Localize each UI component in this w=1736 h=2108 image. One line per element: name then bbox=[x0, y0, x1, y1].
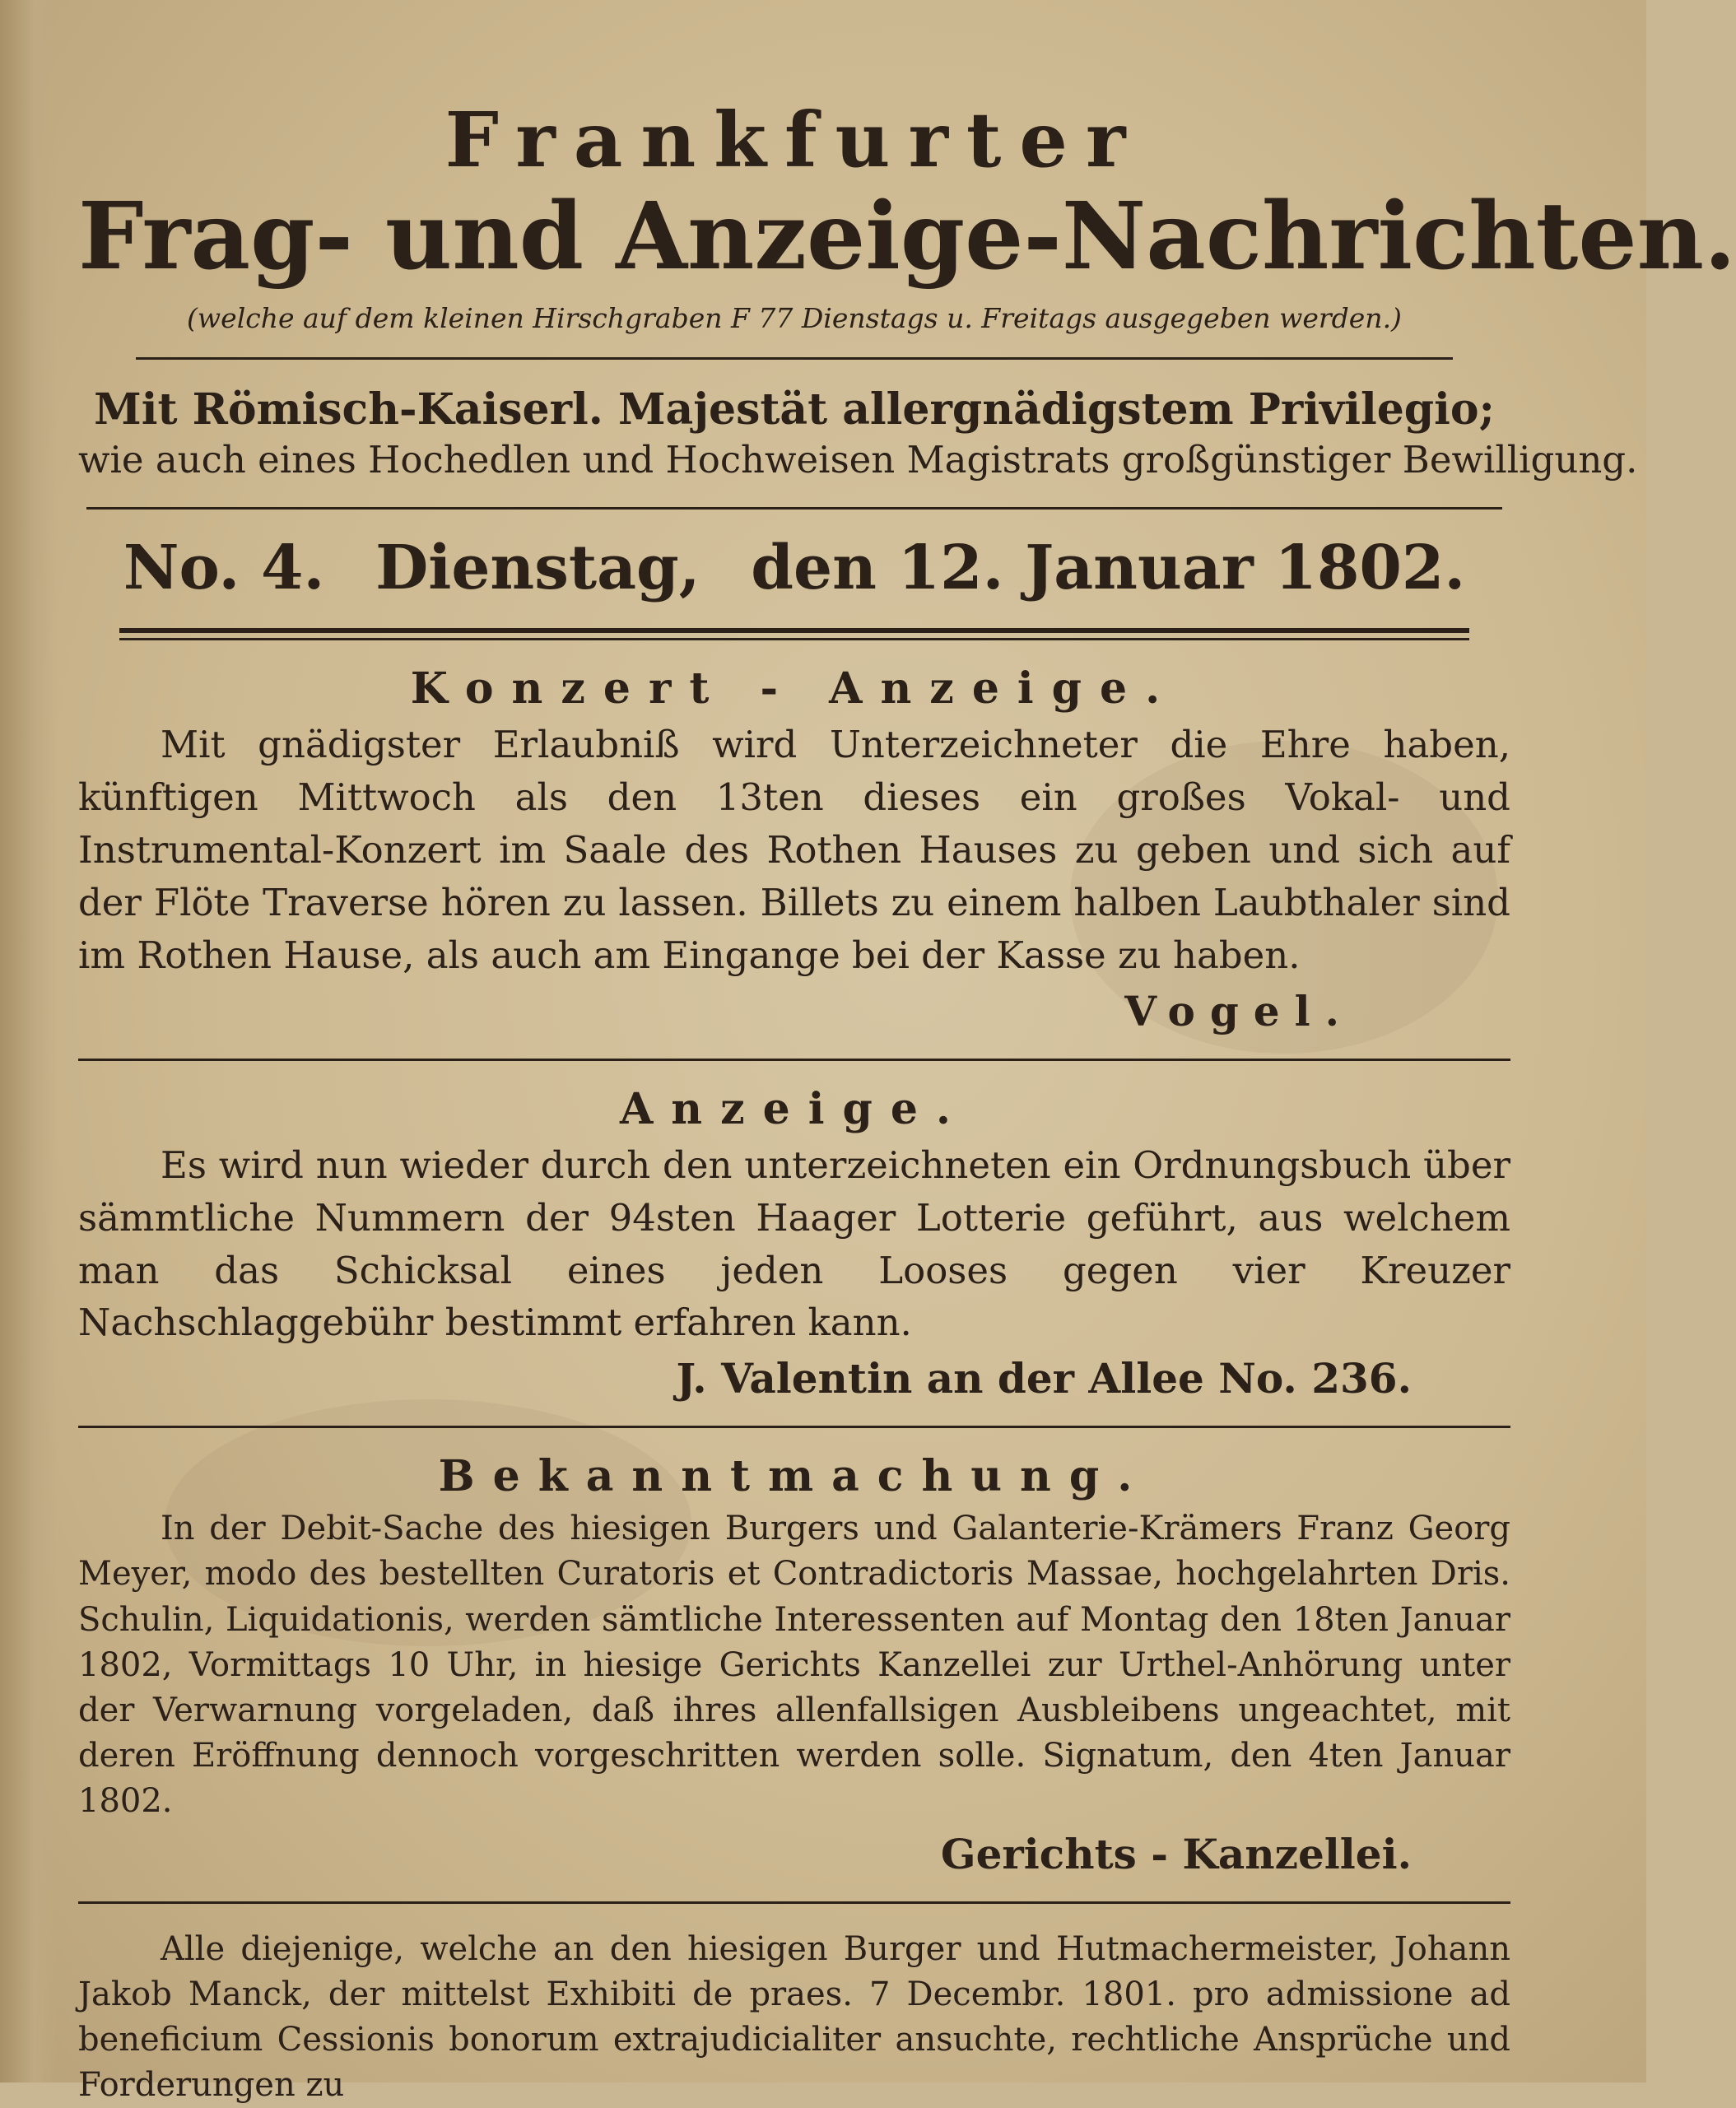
approval-line: wie auch eines Hochedlen und Hochweisen Magistrats großgünstiger Bewilligung. bbox=[78, 437, 1638, 482]
privilege-line: Mit Römisch-Kaiserl. Majestät allergnädigstem Privilegio; bbox=[94, 384, 1495, 435]
masthead-title-line2: Frag- und Anzeige-Nachrichten. bbox=[78, 183, 1736, 291]
section-title: Bekanntmachung. bbox=[438, 1451, 1151, 1502]
section-signature: Gerichts - Kanzellei. bbox=[940, 1829, 1412, 1878]
publisher-note: (welche auf dem kleinen Hirschgraben F 77 Dienstags u. Freitags ausgegeben werden.) bbox=[187, 301, 1402, 334]
section-body: In der Debit-Sache des hiesigen Burgers und Galanterie-Krämers Franz Georg Meyer, modo des bestellten Curatoris et Contradictoris Massae, hochgelahrten Dris. Schulin, Liquidationis, werden sämtliche Interessenten auf Montag den 18ten Januar 1802, Vormittags 10 Uhr, in hiesige Gerichts Kanzellei zur Urthel-Anhörung unter der Verwarnung vorgeladen, daß ihres allenfallsigen Ausbleibens ungeachtet, mit deren Eröffnung dennoch vorgeschritten werden solle. Signatum, den 4ten Januar 1802. bbox=[78, 1510, 1510, 1821]
section-signature: J. Valentin an der Allee No. 236. bbox=[676, 1354, 1412, 1403]
section-lottery bbox=[78, 1084, 1510, 1403]
issue-line bbox=[78, 533, 1510, 603]
section-body: Mit gnädigster Erlaubniß wird Unterzeichneter die Ehre haben, künftigen Mittwoch als den 13ten dieses ein großes Vokal- und Instrumental-Konzert im Saale des Rothen Hauses zu geben und sich auf der Flöte Traverse hören zu lassen. Billets zu einem halben Laubthaler sind im Rothen Hause, als auch am Eingange bei der Kasse zu haben. bbox=[78, 723, 1510, 977]
divider bbox=[86, 507, 1502, 510]
masthead-title-line1: Frankfurter bbox=[444, 95, 1144, 184]
issue-day: Dienstag, bbox=[375, 533, 700, 604]
section-title: Anzeige. bbox=[619, 1083, 970, 1134]
divider bbox=[78, 1901, 1510, 1904]
issue-date: den 12. Januar 1802. bbox=[751, 533, 1466, 604]
issue-number: No. 4. bbox=[123, 533, 325, 604]
section-body: Es wird nun wieder durch den unterzeichneten ein Ordnungsbuch über sämmtliche Nummern der 94sten Haager Lotterie geführt, aus welchem man das Schicksal eines jeden Looses gegen vier Kreuzer Nachschlaggebühr bestimmt erfahren kann. bbox=[78, 1142, 1510, 1345]
paper-edge bbox=[0, 0, 58, 2082]
divider bbox=[78, 1059, 1510, 1061]
double-divider bbox=[119, 628, 1469, 640]
divider bbox=[78, 1426, 1510, 1428]
section-closing-notice bbox=[78, 1927, 1510, 2108]
main-column bbox=[78, 95, 1736, 2108]
section-body: Alle diejenige, welche an den hiesigen Burger und Hutmachermeister, Johann Jakob Manck, der mittelst Exhibiti de praes. 7 Decembr. 1801. pro admissione ad beneficium Cessionis bonorum extrajudicialiter ansuchte, rechtliche Ansprüche und Forderungen zu bbox=[78, 1929, 1510, 2105]
section-title: Konzert - Anzeige. bbox=[410, 663, 1179, 714]
section-announcement bbox=[78, 1451, 1510, 1878]
section-concert bbox=[78, 663, 1510, 1035]
divider bbox=[136, 357, 1453, 360]
section-signature: Vogel. bbox=[1124, 986, 1354, 1035]
